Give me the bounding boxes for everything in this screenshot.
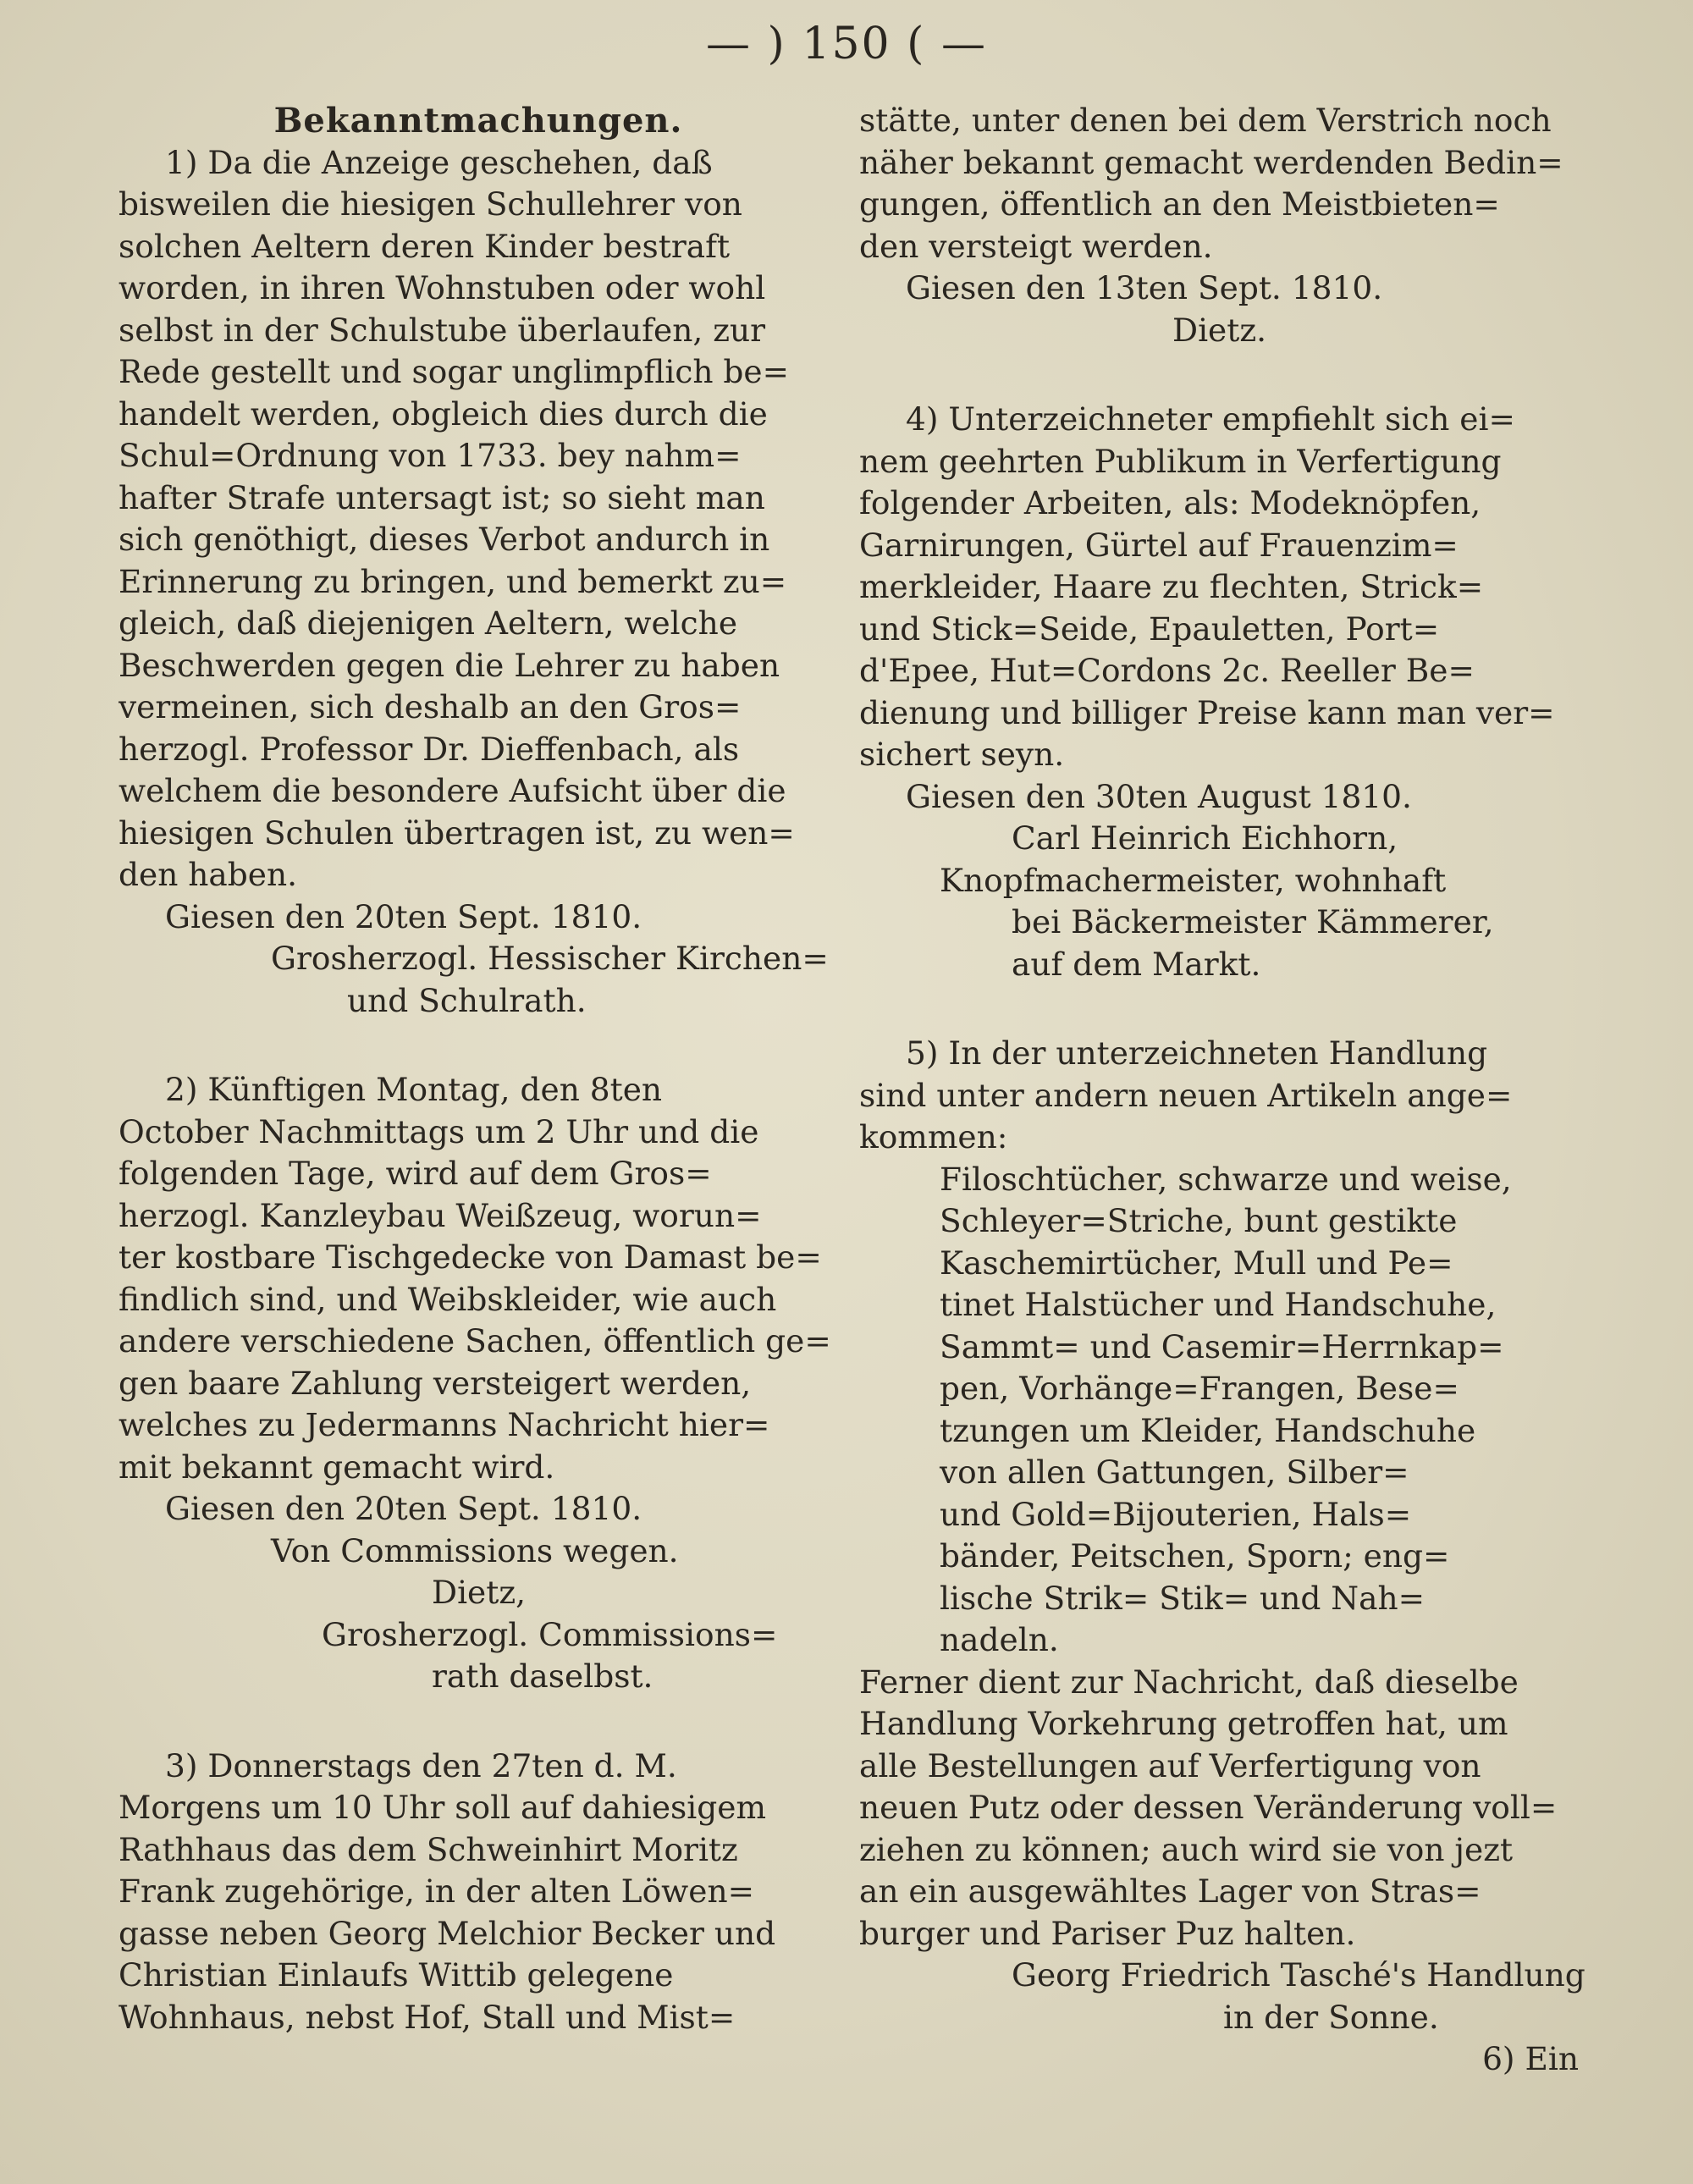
- text-line: Garnirungen, Gürtel auf Frauenzim=: [859, 526, 1459, 564]
- text-line: 3) Donnerstags den 27ten d. M.: [165, 1746, 677, 1784]
- text-line: andere verschiedene Sachen, öffentlich ge=: [119, 1322, 831, 1359]
- text-line: Rede gestellt und sogar unglimpflich be=: [119, 353, 790, 390]
- text-line: mit bekannt gemacht wird.: [119, 1448, 555, 1486]
- text-line: Schul=Ordnung von 1733. bey nahm=: [119, 437, 742, 474]
- text-line: 2) Künftigen Montag, den 8ten: [165, 1071, 663, 1108]
- list-line: tinet Halstücher und Handschuhe,: [940, 1286, 1497, 1323]
- list-line: Filoschtücher, schwarze und weise,: [940, 1160, 1512, 1198]
- text-line: hiesigen Schulen übertragen ist, zu wen=: [119, 813, 795, 852]
- signature-line: Grosherzogl. Hessischer Kirchen=: [271, 940, 829, 977]
- text-line: Christian Einlaufs Wittib gelegene: [119, 1956, 674, 1994]
- text-line: ziehen zu können; auch wird sie von jezt: [859, 1830, 1514, 1868]
- list-line: Schleyer=Striche, bunt gestikte: [940, 1202, 1458, 1239]
- list-line: pen, Vorhänge=Frangen, Bese=: [940, 1370, 1459, 1407]
- signature-line: rath daselbst.: [432, 1657, 653, 1695]
- list-line: von allen Gattungen, Silber=: [940, 1453, 1409, 1491]
- announcement-3: [119, 1746, 838, 2039]
- announcement-5: [859, 1033, 1587, 2081]
- signature-line: bei Bäckermeister Kämmerer,: [1012, 903, 1494, 940]
- text-line: findlich sind, und Weibskleider, wie auch: [119, 1280, 777, 1318]
- dateline: Giesen den 20ten Sept. 1810.: [165, 1490, 642, 1527]
- text-line: worden, in ihren Wohnstuben oder wohl: [119, 269, 766, 306]
- text-line: und Stick=Seide, Epauletten, Port=: [859, 609, 1440, 648]
- signature-line: Dietz,: [432, 1574, 526, 1611]
- text-line: den haben.: [119, 856, 298, 893]
- text-line: hafter Strafe untersagt ist; so sieht man: [119, 478, 765, 516]
- announcement-2: [119, 1069, 838, 1698]
- left-column: [119, 100, 838, 2038]
- text-line: sich genöthigt, dieses Verbot andurch in: [119, 521, 770, 558]
- text-line: folgender Arbeiten, als: Modeknöpfen,: [859, 484, 1481, 521]
- dateline: Giesen den 30ten August 1810.: [906, 777, 1412, 815]
- text-line: October Nachmittags um 2 Uhr und die: [119, 1112, 759, 1150]
- text-line: handelt werden, obgleich dies durch die: [119, 394, 768, 433]
- signature-line: Von Commissions wegen.: [271, 1531, 679, 1569]
- text-line: gen baare Zahlung versteigert werden,: [119, 1364, 752, 1402]
- text-line: näher bekannt gemacht werdenden Bedin=: [859, 143, 1563, 181]
- text-line: Beschwerden gegen die Lehrer zu haben: [119, 646, 780, 684]
- dateline: Giesen den 13ten Sept. 1810.: [906, 269, 1383, 306]
- text-line: Rathhaus das dem Schweinhirt Moritz: [119, 1830, 738, 1868]
- signature-line: Georg Friedrich Tasché's Handlung: [1012, 1956, 1585, 1994]
- signature-line: Grosherzogl. Commissions=: [322, 1615, 778, 1653]
- catchword: 6) Ein: [1482, 2040, 1579, 2077]
- text-line: Handlung Vorkehrung getroffen hat, um: [859, 1705, 1508, 1742]
- text-line: sichert seyn.: [859, 736, 1065, 773]
- text-line: Erinnerung zu bringen, und bemerkt zu=: [119, 562, 787, 600]
- text-line: Wohnhaus, nebst Hof, Stall und Mist=: [119, 1998, 736, 2036]
- text-line: Frank zugehörige, in der alten Löwen=: [119, 1872, 755, 1910]
- text-line: kommen:: [859, 1118, 1008, 1155]
- list-line: lische Strik= Stik= und Nah=: [940, 1579, 1426, 1617]
- signature-line: Carl Heinrich Eichhorn,: [1012, 819, 1398, 857]
- dateline: Giesen den 20ten Sept. 1810.: [165, 897, 642, 935]
- text-line: 1) Da die Anzeige geschehen, daß: [165, 143, 713, 181]
- list-line: Kaschemirtücher, Mull und Pe=: [940, 1244, 1453, 1282]
- text-line: ter kostbare Tischgedecke von Damast be=: [119, 1238, 822, 1276]
- text-line: herzogl. Kanzleybau Weißzeug, worun=: [119, 1196, 762, 1234]
- text-line: solchen Aeltern deren Kinder bestraft: [119, 227, 731, 265]
- text-line: vermeinen, sich deshalb an den Gros=: [119, 688, 742, 725]
- text-line: sind unter andern neuen Artikeln ange=: [859, 1076, 1513, 1114]
- list-line: und Gold=Bijouterien, Hals=: [940, 1495, 1412, 1533]
- text-line: den versteigt werden.: [859, 227, 1213, 265]
- text-line: an ein ausgewähltes Lager von Stras=: [859, 1872, 1481, 1910]
- signature-line: Knopfmachermeister, wohnhaft: [940, 861, 1447, 899]
- signature-line: auf dem Markt.: [1012, 945, 1261, 983]
- list-line: nadeln.: [940, 1621, 1059, 1658]
- text-line: neuen Putz oder dessen Veränderung voll=: [859, 1789, 1558, 1826]
- right-column: [859, 100, 1587, 2081]
- list-line: bänder, Peitschen, Sporn; eng=: [940, 1537, 1450, 1575]
- text-line: alle Bestellungen auf Verfertigung von: [859, 1746, 1481, 1784]
- announcement-4: [859, 399, 1587, 985]
- signature-line: in der Sonne.: [1223, 1998, 1439, 2036]
- text-line: gungen, öffentlich an den Meistbieten=: [859, 185, 1500, 223]
- text-line: burger und Pariser Puz halten.: [859, 1914, 1356, 1952]
- text-line: gasse neben Georg Melchior Becker und: [119, 1914, 776, 1952]
- signature-line: und Schulrath.: [347, 981, 587, 1019]
- text-line: d'Epee, Hut=Cordons 2c. Reeller Be=: [859, 652, 1475, 689]
- text-line: welches zu Jedermanns Nachricht hier=: [119, 1406, 770, 1443]
- text-line: bisweilen die hiesigen Schullehrer von: [119, 185, 742, 223]
- announcement-3-continued: [859, 100, 1587, 351]
- text-line: stätte, unter denen bei dem Verstrich noch: [859, 102, 1552, 139]
- list-line: tzungen um Kleider, Handschuhe: [940, 1411, 1476, 1449]
- announcement-1: [119, 142, 838, 1023]
- text-line: 4) Unterzeichneter empfiehlt sich ei=: [906, 400, 1515, 438]
- signature-line: Dietz.: [1172, 311, 1266, 349]
- text-line: welchem die besondere Aufsicht über die: [119, 772, 786, 809]
- page-header: — ) 150 ( —: [706, 19, 987, 69]
- list-line: Sammt= und Casemir=Herrnkap=: [940, 1327, 1504, 1365]
- text-line: Ferner dient zur Nachricht, daß dieselbe: [859, 1663, 1519, 1701]
- text-line: folgenden Tage, wird auf dem Gros=: [119, 1155, 712, 1192]
- section-heading: Bekanntmachungen.: [273, 101, 683, 141]
- text-line: herzogl. Professor Dr. Dieffenbach, als: [119, 730, 740, 768]
- text-line: nem geehrten Publikum in Verfertigung: [859, 442, 1502, 480]
- text-line: dienung und billiger Preise kann man ver=: [859, 693, 1555, 731]
- text-line: Morgens um 10 Uhr soll auf dahiesigem: [119, 1789, 767, 1826]
- text-line: gleich, daß diejenigen Aeltern, welche: [119, 604, 738, 642]
- text-line: selbst in der Schulstube überlaufen, zur: [119, 311, 766, 349]
- text-line: merkleider, Haare zu flechten, Strick=: [859, 568, 1484, 605]
- text-line: 5) In der unterzeichneten Handlung: [906, 1034, 1488, 1072]
